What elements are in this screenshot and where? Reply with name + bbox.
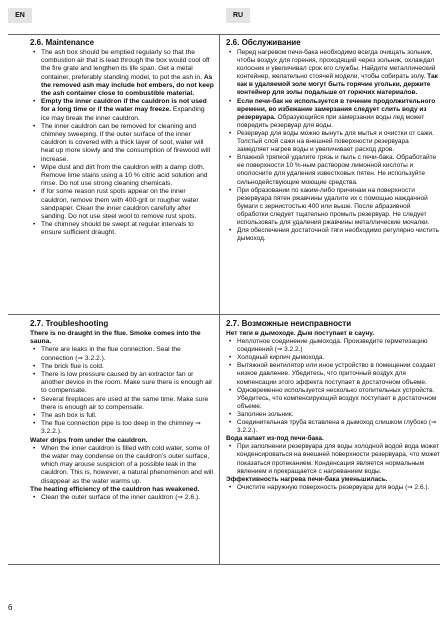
list-item: • Clean the outer surface of the inner cauldron (⇒ 2.6.). bbox=[30, 494, 214, 502]
list-item: • The brick flue is cold. bbox=[30, 363, 214, 371]
list-item: • Wipe dust and dirt from the cauldron with a damp cloth. Remove lime stains using a 10 % citric acid solution and rinse. Do not use strong cleaning chemicals. bbox=[30, 164, 214, 189]
en-troubleshooting-heading: 2.7. Troubleshooting bbox=[30, 319, 109, 328]
ru-troubleshooting-heading: 2.7. Возможные неисправности bbox=[226, 319, 352, 328]
en-troubleshooting-section bbox=[30, 319, 214, 502]
list-item: • Неплотное соединение дымохода. Произведите герметизацию соединений (⇒ 3.2.2.) bbox=[226, 338, 440, 354]
language-tab-en: EN bbox=[8, 8, 32, 23]
top-rule bbox=[8, 34, 440, 35]
list-item: • Холодный кирпич дымохода. bbox=[226, 354, 440, 362]
list-item: • The ash box is full. bbox=[30, 412, 214, 420]
list-item: • При заполнении резервуара для воды холодной водой вода может конденсироваться на внешней поверхности резервуара, что может показаться протеканием. Конденсация является нормальным явлением и прекращается с нагреванием воды. bbox=[226, 443, 440, 475]
list-item: • There is low pressure caused by an extractor fan or another device in the room. Make sure there is enough air to compensate. bbox=[30, 371, 214, 396]
list-item: • The chimney should be swept at regular intervals to ensure sufficient draught. bbox=[30, 221, 214, 237]
list-item: • Одновременно используется несколько отопительных устройств. Убедитесь, что компенсирующий воздух поступает в достаточном объеме. bbox=[226, 387, 440, 411]
list-item: • Резервуар для воды можно вынуть для мытья и очистки от сажи. Толстый слой сажи на внешней поверхности резервуара замедляет нагрев воды и увеличивает расход дров. bbox=[226, 130, 440, 154]
en-maintenance-heading: 2.6. Maintenance bbox=[30, 38, 95, 47]
en-maintenance-list bbox=[30, 49, 214, 238]
section-rule bbox=[8, 314, 440, 315]
problem-cause-list bbox=[226, 338, 440, 435]
problem-cause-list bbox=[30, 445, 214, 486]
problem-heading: The heating efficiency of the cauldron has weakened. bbox=[30, 485, 200, 493]
problem-cause-list bbox=[30, 346, 214, 436]
list-item: • Заполнен зольник. bbox=[226, 411, 440, 419]
list-item: • There are leaks in the flue connection. Seal the connection (⇒ 3.2.2.). bbox=[30, 346, 214, 362]
list-item: • Если печи-бак не используется в течение продолжительного времени, во избежание замерзания следует слить воду из резервуара. Образующийся при замерзании воды лед может повредить резервуар для воды. bbox=[226, 98, 440, 130]
list-item: • The ash box should be emptied regularly so that the combustion air that is lead through the box would cool off the fire grate and lengthen its life span. Get a metal container, preferably standing model, to put the ash in. As the removed ash may include hot embers, do not keep the ash container close to combustible material. bbox=[30, 49, 214, 98]
list-item: • Для обеспечения достаточной тяги необходимо регулярно чистить дымоход. bbox=[226, 227, 440, 243]
bottom-rule bbox=[8, 564, 440, 565]
list-item: • Перед нагревом печи-бака необходимо всегда очищать зольник, чтобы воздух для горения, проходящий через зольник, охлаждал колосник и увеличивал срок его службы. Найдите металлический контейнер, желательно стоячей модели, чтобы собирать золу. Так как в удаляемой золе могут быть горячие угольки, держите контейнер для золы подальше от горючих материалов. bbox=[226, 49, 440, 98]
page-number: 6 bbox=[8, 603, 13, 612]
language-tab-ru: RU bbox=[226, 8, 250, 23]
list-item: • Соединительная труба вставлена в дымоход слишком глубоко (⇒ 3.2.2.). bbox=[226, 419, 440, 435]
problem-heading: There is no draught in the flue. Smoke comes into the sauna. bbox=[30, 330, 201, 346]
en-maintenance-section bbox=[30, 38, 214, 238]
list-item: • Empty the inner cauldron if the cauldron is not used for a long time or if the water may freeze. Expanding ice may break the inner cauldron. bbox=[30, 98, 214, 123]
problem-heading: Вода капает из-под печи-бака. bbox=[226, 435, 324, 443]
problem-cause-list bbox=[30, 494, 214, 502]
ru-maintenance-heading: 2.6. Обслуживание bbox=[226, 38, 301, 47]
problem-heading: Эффективность нагрева печи-бака уменьшилась. bbox=[226, 475, 388, 483]
list-item: • The flue connection pipe is too deep in the chimney ⇒ 3.2.2.). bbox=[30, 420, 214, 436]
list-item: • When the inner cauldron is filled with cold water, some of the water may condense on the cauldron’s outer surface, which may arouse suspicion of a possible leak in the cauldron. This is, however, a natural phenomenon and will disappear as the water warms up. bbox=[30, 445, 214, 486]
ru-troubleshooting-groups bbox=[226, 330, 440, 492]
en-troubleshooting-groups bbox=[30, 330, 214, 502]
list-item: • Several fireplaces are used at the same time. Make sure there is enough air to compensate. bbox=[30, 396, 214, 412]
list-item: • Влажной тряпкой удалите грязь и пыль с печи-бака. Обработайте ее поверхности 10 %-ным раствором лимонной кислоты и ополосните для удаления известковых пятен. Не используйте сильнодействующие моющие средства. bbox=[226, 154, 440, 186]
list-item: • Вытяжной вентилятор или иное устройство в помещении создает низкое давление. Убедитесь, что приточный воздух для компенсации этого эффекта поступает в достаточном объеме. bbox=[226, 362, 440, 386]
list-item: • Очистите наружную поверхность резервуара для воды (⇒ 2.6.). bbox=[226, 484, 440, 492]
list-item: • При образовании по каким-либо причинам на поверхности резервуара пятен ржавчины удалите их с помощью наждачной бумаги с зернистостью 400 или выше. После абразивной обработки следует тщательно промыть резервуар. Не следует использовать для удаления ржавчины металлические мочалки. bbox=[226, 187, 440, 227]
ru-maintenance-section bbox=[226, 38, 440, 243]
problem-cause-list bbox=[226, 443, 440, 475]
problem-heading: Water drips from under the cauldron. bbox=[30, 436, 148, 444]
list-item: • The inner cauldron can be removed for cleaning and chimney sweeping. If the outer surface of the inner cauldron is covered with a thick layer of soot, water will heat up more slowly and the consumption of firewood will increase. bbox=[30, 123, 214, 164]
ru-maintenance-list bbox=[226, 49, 440, 243]
problem-heading: Нет тяги в дымоходе. Дым поступает в сауну. bbox=[226, 330, 375, 337]
list-item: • If for some reason rust spots appear on the inner cauldron, remove them with 400-grit or rougher water sandpaper. Clean the inner cauldron carefully after sanding. Do not use steel wool to remove rust spots. bbox=[30, 188, 214, 221]
column-divider bbox=[219, 34, 220, 564]
problem-cause-list bbox=[226, 484, 440, 492]
ru-troubleshooting-section bbox=[226, 319, 440, 492]
